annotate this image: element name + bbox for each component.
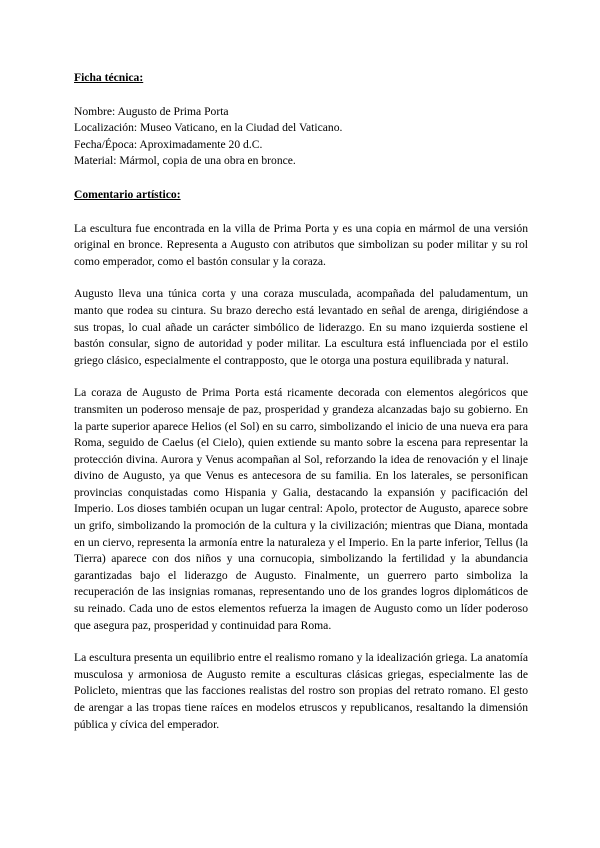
paragraph-gap [74, 634, 528, 650]
paragraph-2: Augusto lleva una túnica corta y una coraza musculada, acompañada del paludamentum, un manto que rodea su cintura. Su brazo derecho está levantado en señal de arenga, dirigiéndose a sus tropas, lo cual añade un carácter simbólico de liderazgo. En su mano izquierda sostiene el bastón consular, signo de autoridad y poder militar. La escultura está influenciada por el estilo griego clásico, especialmente el contrapposto, que le otorga una postura equilibrada y natural. [74, 287, 528, 367]
ficha-material: Material: Mármol, copia de una obra en bronce. [74, 154, 296, 168]
ficha-localizacion: Localización: Museo Vaticano, en la Ciudad del Vaticano. [74, 121, 343, 135]
paragraph-1: La escultura fue encontrada en la villa de Prima Porta y es una copia en mármol de una versión original en bronce. Representa a Augusto con atributos que simbolizan su poder militar y su rol como emperador, como el bastón consular y la coraza. [74, 221, 528, 268]
paragraph-4: La escultura presenta un equilibrio entre el realismo romano y la idealización griega. La anatomía musculosa y armoniosa de Augusto remite a esculturas clásicas griegas, especialmente las de Policleto, mientras que las facciones realistas del rostro son propias del retrato romano. El gesto de arengar a las tropas tiene raíces en modelos etruscos y republicanos, resaltando la dimensión pública y cívica del emperador. [74, 651, 528, 731]
spacer [74, 170, 528, 187]
comentario-heading: Comentario artístico: [74, 187, 181, 201]
ficha-tecnica-heading: Ficha técnica: [74, 71, 144, 84]
spacer [74, 87, 528, 104]
spacer [74, 204, 528, 221]
ficha-fecha: Fecha/Época: Aproximadamente 20 d.C. [74, 137, 263, 151]
paragraph-3: La coraza de Augusto de Prima Porta está ricamente decorada con elementos alegóricos que transmiten un poderoso mensaje de paz, prosperidad y grandeza alcanzadas bajo su gobierno. En la parte superior aparece Helios (el Sol) en su carro, simbolizando el inicio de una nueva era para Roma, seguido de Caelus (el Cielo), quien extiende su manto sobre la escena para representar la protección divina. Aurora y Venus acompañan al Sol, reforzando la idea de renovación y el linaje divino de Augusto, ya que Venus es antecesora de su familia. En los laterales, se personifican provincias conquistadas como Hispania y Galia, destacando la expansión y pacificación del Imperio. Los dioses también ocupan un lugar central: Apolo, protector de Augusto, aparece sobre un grifo, simbolizando la promoción de la cultura y la civilización; mientras que Diana, montada en un ciervo, representa la armonía entre la naturaleza y el Imperio. En la parte inferior, Tellus (la Tierra) aparece con dos niños y una cornucopia, simbolizando la fertilidad y la abundancia garantizadas bajo el liderazgo de Augusto. Finalmente, un guerrero parto simboliza la recuperación de las insignias romanas, representando uno de los grandes logros diplomáticos de su reinado. Cada uno de estos elementos refuerza la imagen de Augusto como un líder poderoso que asegura paz, prosperidad y continuidad para Roma. [74, 386, 528, 632]
ficha-nombre: Nombre: Augusto de Prima Porta [74, 104, 229, 118]
paragraph-gap [74, 369, 528, 385]
document-page [74, 70, 528, 733]
paragraph-gap [74, 270, 528, 286]
